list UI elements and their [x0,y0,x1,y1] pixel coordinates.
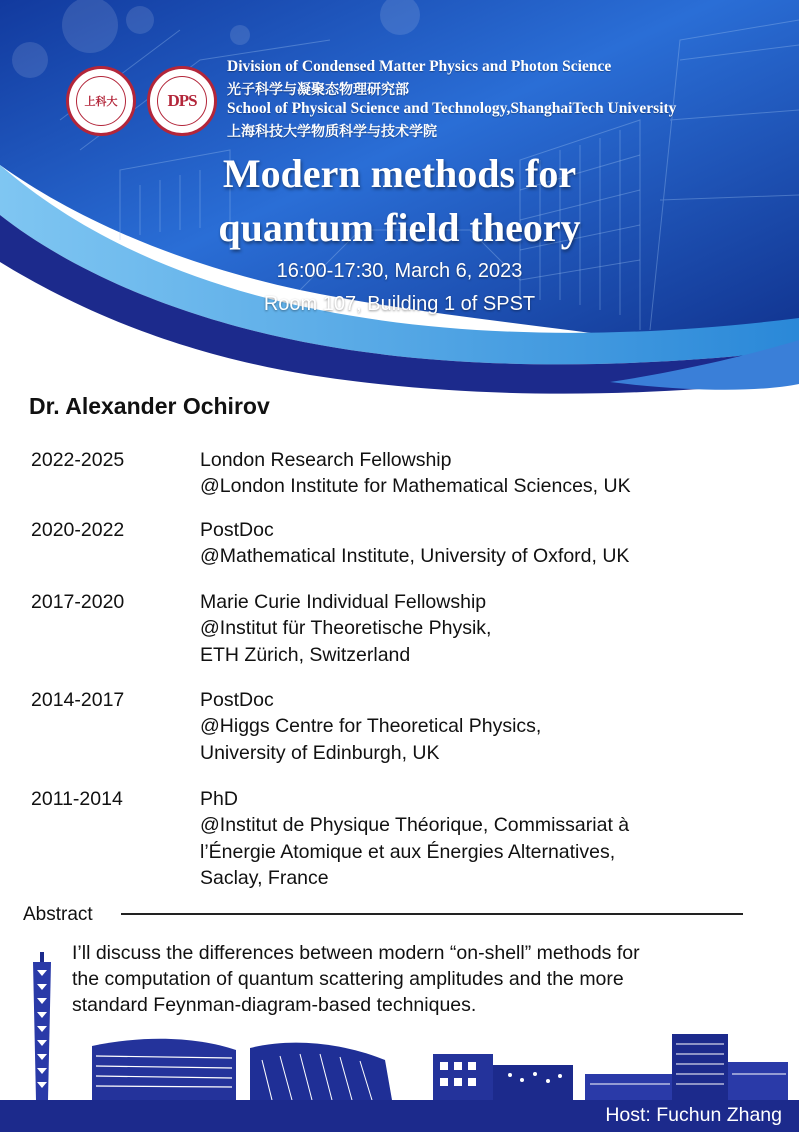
shanghaitech-logo-mark: 上科大 [76,76,126,126]
cv-years: 2014-2017 [31,689,125,711]
org-line-school-cn: 上海科技大学物质科学与技术学院 [227,124,437,140]
cv-years: 2011-2014 [31,788,123,810]
cv-position: PostDoc [200,689,274,711]
shanghaitech-logo [66,66,136,136]
campus-skyline-illustration [0,950,799,1100]
cv-institution: l’Énergie Atomique et aux Énergies Alternatives, [200,841,616,863]
cv-position: PostDoc [200,519,274,541]
abstract-label: Abstract [23,904,93,925]
dcps-logo [147,66,217,136]
dcps-logo-mark: DPS [157,76,207,126]
cv-years: 2020-2022 [31,519,125,541]
cv-position: Marie Curie Individual Fellowship [200,591,487,613]
speaker-name: Dr. Alexander Ochirov [29,393,270,419]
talk-title-line-2: quantum field theory [218,205,581,250]
org-line-division-cn: 光子科学与凝聚态物理研究部 [227,82,409,98]
talk-title-line-1: Modern methods for [222,151,577,196]
cv-institution: @Institut für Theoretische Physik, [200,617,492,639]
cv-position: PhD [200,788,238,810]
org-line-school-en: School of Physical Science and Technology,ShanghaiTech University [227,100,677,117]
cv-years: 2017-2020 [31,591,125,613]
org-line-division-en: Division of Condensed Matter Physics and Photon Science [227,58,612,75]
cv-institution: ETH Zürich, Switzerland [200,644,411,666]
cv-institution: @Institut de Physique Théorique, Commissariat à [200,814,630,836]
talk-venue: Room 107, Building 1 of SPST [263,293,536,315]
abstract-divider [121,913,743,915]
cv-position: London Research Fellowship [200,449,452,471]
cv-institution: @Mathematical Institute, University of Oxford, UK [200,545,630,567]
host-name: Host: Fuchun Zhang [605,1104,782,1126]
talk-time: 16:00-17:30, March 6, 2023 [276,260,523,282]
cv-institution: @Higgs Centre for Theoretical Physics, [200,715,542,737]
cv-years: 2022-2025 [31,449,125,471]
abstract-line: the computation of quantum scattering amplitudes and the more [72,968,624,990]
cv-institution: @London Institute for Mathematical Sciences, UK [200,475,631,497]
cv-institution: University of Edinburgh, UK [200,742,440,764]
cv-institution: Saclay, France [200,867,329,889]
abstract-line: I’ll discuss the differences between modern “on-shell” methods for [72,942,640,964]
abstract-line: standard Feynman-diagram-based techniques. [72,994,477,1016]
